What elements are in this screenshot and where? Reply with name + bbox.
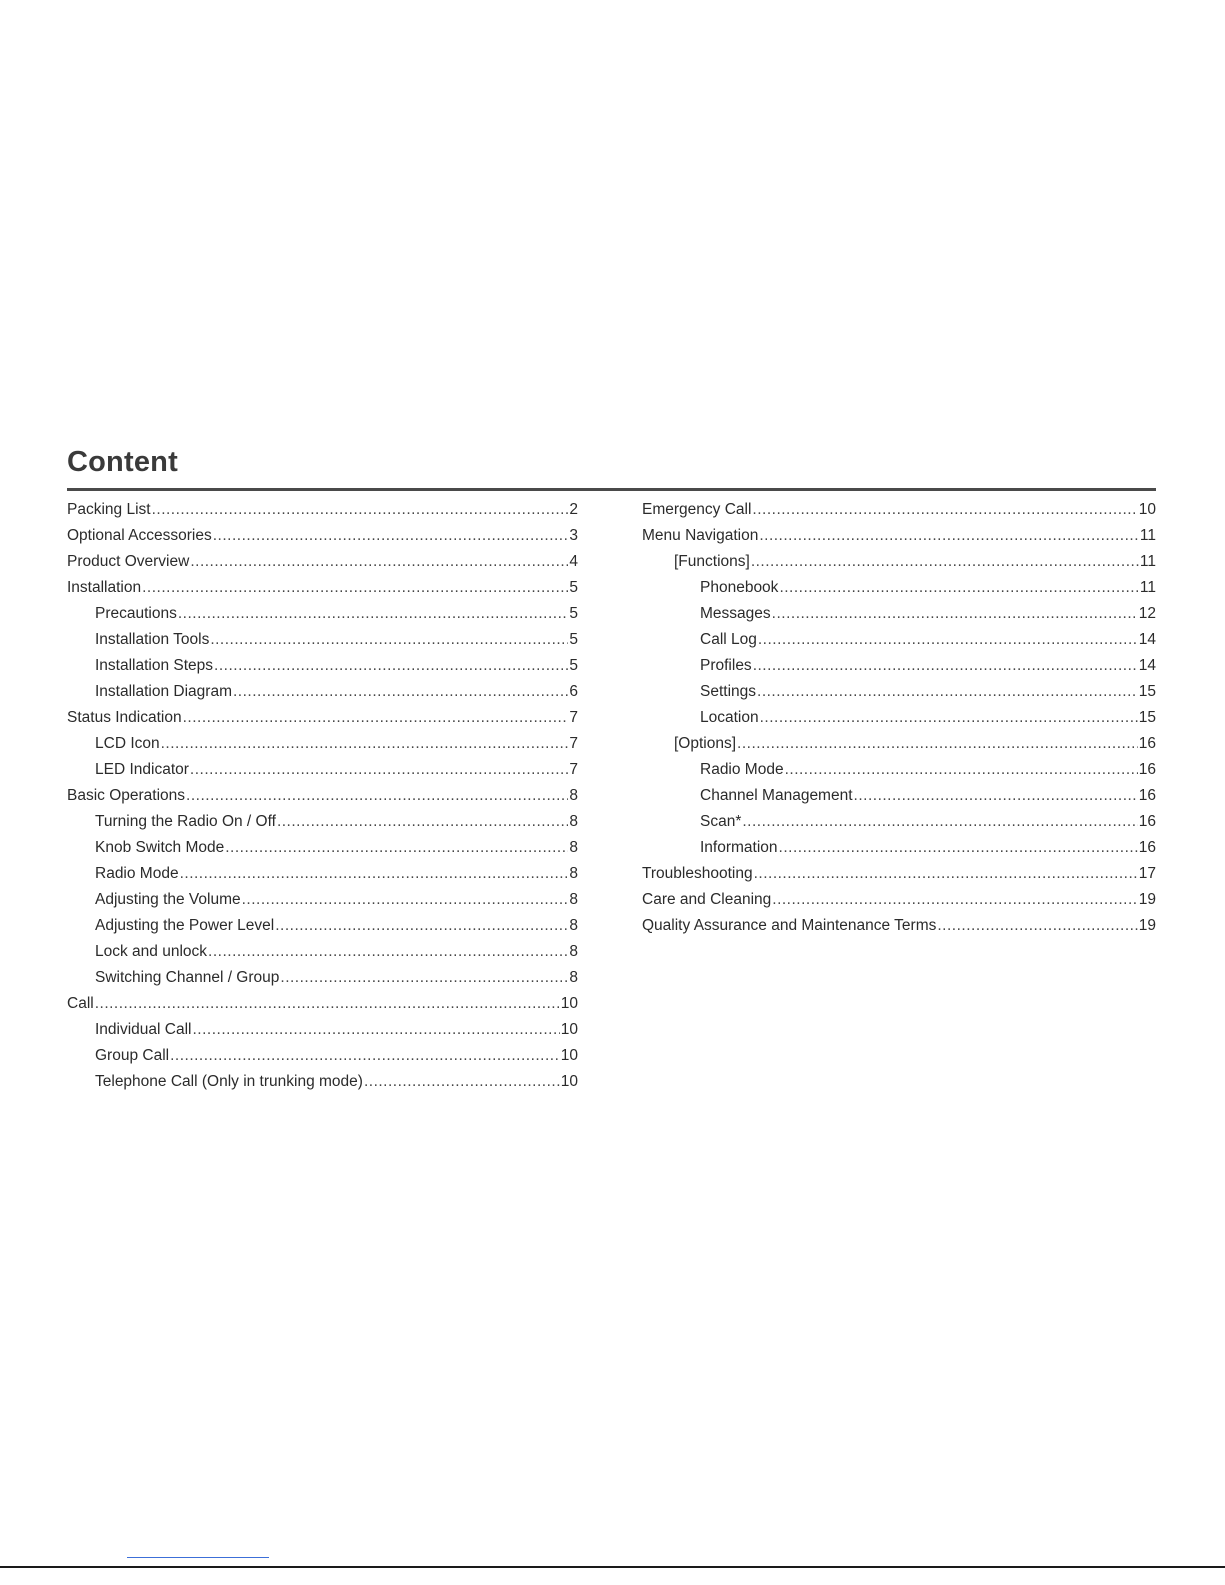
- toc-entry-page-number: 19: [1138, 917, 1156, 934]
- toc-dot-leader: [214, 656, 568, 676]
- toc-dot-leader: [275, 916, 568, 936]
- toc-entry-label: Emergency Call: [642, 501, 752, 518]
- toc-entry-page-number: 7: [569, 761, 578, 778]
- toc-entry[interactable]: [67, 525, 578, 551]
- toc-entry-label: Menu Navigation: [642, 527, 759, 544]
- toc-entry-label: [Options]: [674, 735, 737, 752]
- toc-dot-leader: [183, 708, 569, 728]
- toc-entry[interactable]: [67, 629, 578, 655]
- toc-dot-leader: [772, 890, 1137, 910]
- page-title: Content: [67, 446, 178, 478]
- toc-entry[interactable]: [67, 655, 578, 681]
- toc-dot-leader: [178, 604, 569, 624]
- toc-entry[interactable]: [642, 681, 1156, 707]
- toc-entry-page-number: 7: [569, 709, 578, 726]
- toc-entry[interactable]: [67, 733, 578, 759]
- toc-dot-leader: [242, 890, 569, 910]
- toc-entry[interactable]: [642, 551, 1156, 577]
- toc-dot-leader: [772, 604, 1138, 624]
- toc-entry-page-number: 11: [1139, 553, 1156, 570]
- toc-dot-leader: [280, 968, 568, 988]
- toc-entry-page-number: 8: [569, 813, 578, 830]
- toc-entry[interactable]: [67, 785, 578, 811]
- toc-entry-page-number: 10: [1138, 501, 1156, 518]
- toc-entry-page-number: 14: [1138, 631, 1156, 648]
- toc-entry-label: Optional Accessories: [67, 527, 212, 544]
- toc-entry-page-number: 15: [1138, 683, 1156, 700]
- toc-entry-label: Care and Cleaning: [642, 891, 772, 908]
- toc-entry-page-number: 8: [569, 787, 578, 804]
- toc-entry[interactable]: [67, 863, 578, 889]
- toc-entry[interactable]: [67, 1019, 578, 1045]
- toc-entry-page-number: 12: [1138, 605, 1156, 622]
- toc-entry[interactable]: [67, 551, 578, 577]
- toc-dot-leader: [208, 942, 568, 962]
- toc-dot-leader: [854, 786, 1138, 806]
- toc-entry[interactable]: [67, 1045, 578, 1071]
- toc-entry-label: LED Indicator: [95, 761, 189, 778]
- toc-dot-leader: [277, 812, 568, 832]
- toc-entry-label: Telephone Call (Only in trunking mode): [95, 1073, 363, 1090]
- toc-dot-leader: [753, 656, 1138, 676]
- toc-entry[interactable]: [642, 889, 1156, 915]
- toc-entry[interactable]: [642, 655, 1156, 681]
- toc-dot-leader: [95, 994, 560, 1014]
- toc-entry-page-number: 16: [1138, 761, 1156, 778]
- toc-entry-label: Radio Mode: [700, 761, 784, 778]
- toc-entry-page-number: 16: [1138, 787, 1156, 804]
- toc-entry[interactable]: [642, 785, 1156, 811]
- toc-entry-label: Switching Channel / Group: [95, 969, 280, 986]
- toc-entry-label: Precautions: [95, 605, 177, 622]
- toc-dot-leader: [180, 864, 569, 884]
- toc-entry-label: Phonebook: [700, 579, 779, 596]
- toc-entry-page-number: 8: [569, 865, 578, 882]
- toc-dot-leader: [213, 526, 569, 546]
- toc-dot-leader: [785, 760, 1138, 780]
- toc-entry-page-number: 5: [569, 631, 578, 648]
- toc-entry-label: Adjusting the Power Level: [95, 917, 275, 934]
- toc-entry[interactable]: [67, 915, 578, 941]
- toc-entry-label: [Functions]: [674, 553, 750, 570]
- toc-dot-leader: [737, 734, 1138, 754]
- toc-entry-page-number: 2: [569, 501, 578, 518]
- toc-dot-leader: [190, 760, 568, 780]
- toc-entry-page-number: 5: [569, 579, 578, 596]
- toc-dot-leader: [754, 864, 1138, 884]
- toc-dot-leader: [759, 526, 1139, 546]
- toc-entry-label: Quality Assurance and Maintenance Terms: [642, 917, 937, 934]
- toc-entry-page-number: 6: [569, 683, 578, 700]
- toc-dot-leader: [758, 630, 1138, 650]
- toc-dot-leader: [364, 1072, 560, 1092]
- toc-dot-leader: [142, 578, 568, 598]
- toc-entry[interactable]: [67, 499, 578, 525]
- toc-entry-label: Call: [67, 995, 94, 1012]
- toc-entry-page-number: 8: [569, 891, 578, 908]
- toc-entry-label: Installation: [67, 579, 142, 596]
- toc-dot-leader: [186, 786, 568, 806]
- toc-entry-page-number: 8: [569, 969, 578, 986]
- toc-entry[interactable]: [67, 967, 578, 993]
- toc-entry-label: Individual Call: [95, 1021, 192, 1038]
- toc-entry-label: Location: [700, 709, 759, 726]
- toc-right-column: [642, 499, 1156, 941]
- toc-entry-label: LCD Icon: [95, 735, 160, 752]
- toc-entry[interactable]: [67, 707, 578, 733]
- toc-entry-label: Status Indication: [67, 709, 182, 726]
- title-divider: [67, 488, 1156, 491]
- toc-entry-label: Turning the Radio On / Off: [95, 813, 276, 830]
- toc-entry[interactable]: [67, 1071, 578, 1097]
- toc-entry-page-number: 11: [1139, 527, 1156, 544]
- toc-entry-label: Troubleshooting: [642, 865, 753, 882]
- toc-entry[interactable]: [642, 707, 1156, 733]
- toc-entry[interactable]: [642, 733, 1156, 759]
- toc-entry-label: Information: [700, 839, 778, 856]
- toc-entry-page-number: 16: [1138, 839, 1156, 856]
- toc-entry[interactable]: [67, 603, 578, 629]
- toc-entry[interactable]: [642, 603, 1156, 629]
- toc-dot-leader: [751, 552, 1139, 572]
- toc-entry-label: Group Call: [95, 1047, 170, 1064]
- toc-entry-page-number: 16: [1138, 735, 1156, 752]
- toc-entry[interactable]: [67, 993, 578, 1019]
- toc-entry-page-number: 4: [569, 553, 578, 570]
- toc-dot-leader: [193, 1020, 560, 1040]
- toc-entry-label: Product Overview: [67, 553, 190, 570]
- toc-dot-leader: [190, 552, 568, 572]
- toc-entry-page-number: 16: [1138, 813, 1156, 830]
- toc-dot-leader: [233, 682, 568, 702]
- toc-entry-label: Adjusting the Volume: [95, 891, 241, 908]
- toc-dot-leader: [742, 812, 1137, 832]
- toc-entry-label: Lock and unlock: [95, 943, 208, 960]
- toc-dot-leader: [161, 734, 569, 754]
- toc-entry-page-number: 17: [1138, 865, 1156, 882]
- toc-entry-page-number: 14: [1138, 657, 1156, 674]
- toc-dot-leader: [225, 838, 568, 858]
- toc-entry-page-number: 5: [569, 605, 578, 622]
- toc-entry-page-number: 3: [569, 527, 578, 544]
- toc-entry-page-number: 10: [560, 995, 578, 1012]
- toc-entry-page-number: 19: [1138, 891, 1156, 908]
- toc-entry[interactable]: [67, 681, 578, 707]
- toc-entry-label: Installation Diagram: [95, 683, 232, 700]
- toc-dot-leader: [760, 708, 1138, 728]
- toc-entry[interactable]: [67, 577, 578, 603]
- toc-entry-page-number: 8: [569, 839, 578, 856]
- toc-entry[interactable]: [642, 811, 1156, 837]
- toc-entry-label: Call Log: [700, 631, 757, 648]
- toc-entry-label: Profiles: [700, 657, 752, 674]
- toc-dot-leader: [779, 578, 1138, 598]
- toc-dot-leader: [757, 682, 1138, 702]
- toc-entry-label: Installation Steps: [95, 657, 214, 674]
- toc-entry-label: Settings: [700, 683, 757, 700]
- toc-entry[interactable]: [67, 889, 578, 915]
- toc-dot-leader: [170, 1046, 560, 1066]
- toc-entry[interactable]: [67, 811, 578, 837]
- toc-entry-label: Messages: [700, 605, 771, 622]
- toc-dot-leader: [779, 838, 1138, 858]
- toc-entry[interactable]: [642, 629, 1156, 655]
- toc-dot-leader: [152, 500, 569, 520]
- toc-entry-label: Installation Tools: [95, 631, 210, 648]
- toc-entry-page-number: 10: [560, 1047, 578, 1064]
- toc-entry[interactable]: [642, 863, 1156, 889]
- toc-left-column: [67, 499, 578, 1097]
- toc-entry[interactable]: [642, 525, 1156, 551]
- toc-entry-label: Scan*: [700, 813, 742, 830]
- toc-entry[interactable]: [642, 577, 1156, 603]
- toc-entry-page-number: 11: [1139, 579, 1156, 596]
- footer-link-underline: [127, 1557, 269, 1558]
- toc-entry[interactable]: [67, 837, 578, 863]
- toc-entry-page-number: 10: [560, 1021, 578, 1038]
- toc-dot-leader: [937, 916, 1137, 936]
- toc-entry-page-number: 8: [569, 943, 578, 960]
- toc-entry-page-number: 15: [1138, 709, 1156, 726]
- toc-entry[interactable]: [642, 499, 1156, 525]
- toc-entry[interactable]: [642, 837, 1156, 863]
- toc-entry-label: Packing List: [67, 501, 151, 518]
- toc-dot-leader: [752, 500, 1137, 520]
- toc-entry[interactable]: [642, 915, 1156, 941]
- toc-entry-label: Radio Mode: [95, 865, 179, 882]
- toc-dot-leader: [210, 630, 568, 650]
- toc-entry-page-number: 8: [569, 917, 578, 934]
- toc-entry-page-number: 10: [560, 1073, 578, 1090]
- toc-entry-label: Knob Switch Mode: [95, 839, 225, 856]
- toc-entry-page-number: 7: [569, 735, 578, 752]
- toc-entry[interactable]: [67, 759, 578, 785]
- toc-entry[interactable]: [67, 941, 578, 967]
- toc-entry-page-number: 5: [569, 657, 578, 674]
- footer-divider: [0, 1566, 1225, 1568]
- toc-entry[interactable]: [642, 759, 1156, 785]
- toc-entry-label: Channel Management: [700, 787, 853, 804]
- toc-entry-label: Basic Operations: [67, 787, 186, 804]
